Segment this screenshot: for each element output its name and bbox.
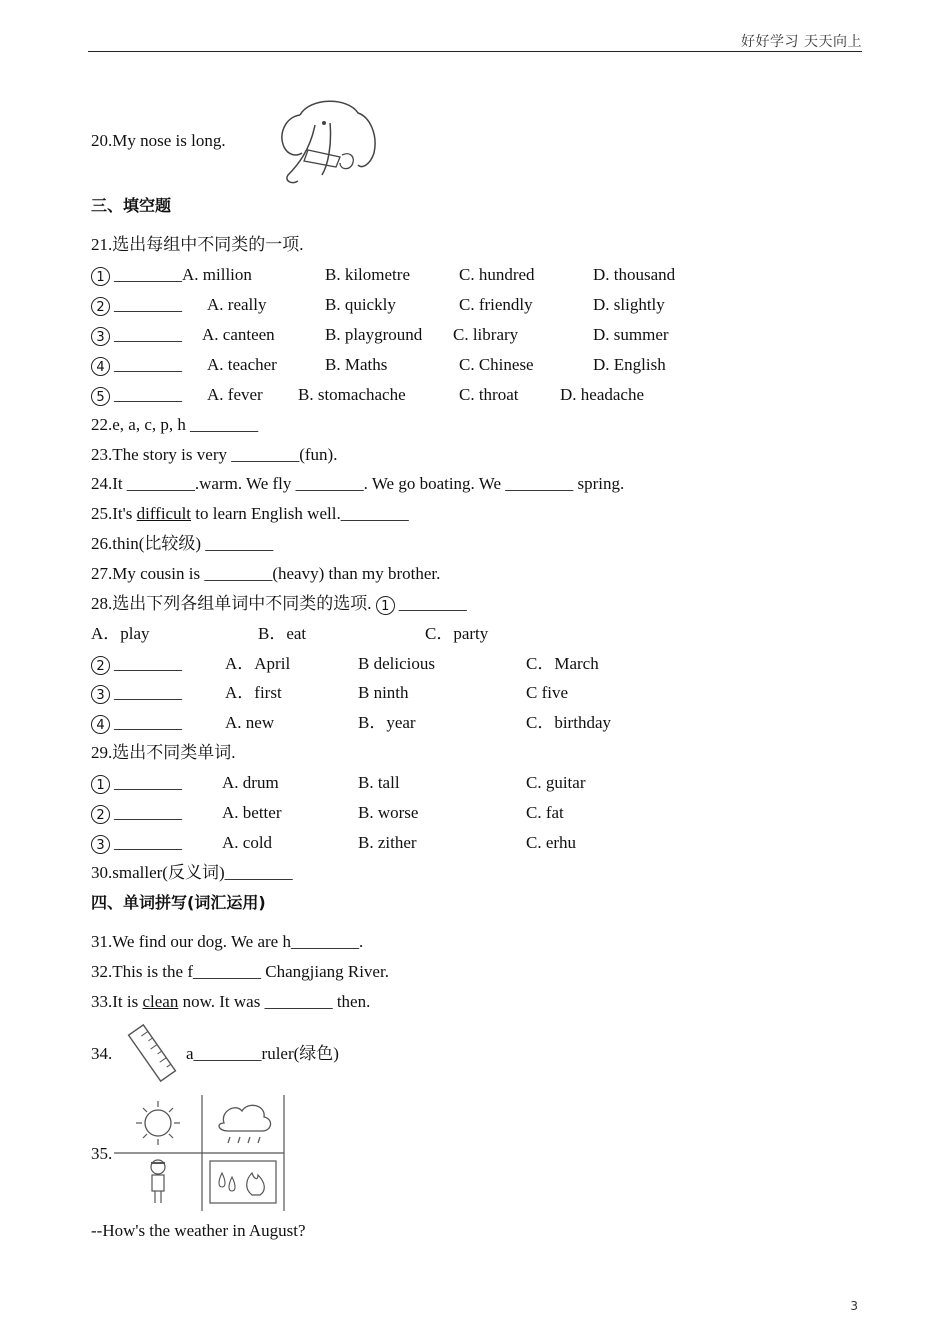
option-a: A．April bbox=[225, 654, 291, 673]
circled-number: 3 bbox=[91, 685, 110, 704]
option-b: B. quickly bbox=[325, 295, 396, 314]
circled-number: 3 bbox=[91, 835, 110, 854]
ruler-illustration bbox=[120, 1022, 184, 1084]
question-21-prompt: 21.选出每组中不同类的一项. bbox=[91, 235, 304, 254]
section-4-title: 四、单词拼写(词汇运用) bbox=[91, 893, 266, 912]
option-b: B ninth bbox=[358, 683, 409, 702]
option-b: B delicious bbox=[358, 654, 435, 673]
option-c: C. fat bbox=[526, 803, 564, 822]
q21-row-3 bbox=[91, 324, 182, 346]
option-a: A. cold bbox=[222, 833, 273, 852]
question-28-prompt bbox=[91, 593, 467, 615]
option-c: C. hundred bbox=[459, 265, 535, 284]
circled-number: 2 bbox=[91, 656, 110, 675]
answer-blank: ________ bbox=[398, 594, 467, 613]
circled-number: 1 bbox=[91, 775, 110, 794]
option-a: A. teacher bbox=[207, 355, 277, 374]
q33-underlined-word: clean bbox=[142, 992, 179, 1011]
circled-number: 2 bbox=[91, 297, 110, 316]
child-icon bbox=[151, 1160, 165, 1203]
q28-row-4 bbox=[91, 712, 182, 734]
question-33 bbox=[91, 991, 370, 1013]
option-c: C. guitar bbox=[526, 773, 586, 792]
q25-underlined-word: difficult bbox=[136, 504, 192, 523]
question-34-number: 34. bbox=[91, 1044, 113, 1063]
circled-number: 3 bbox=[91, 327, 110, 346]
answer-blank: ________ bbox=[114, 325, 182, 344]
question-35-number: 35. bbox=[91, 1144, 113, 1163]
option-c: C five bbox=[526, 683, 569, 702]
q25-text-before: 25.It's bbox=[91, 504, 137, 523]
option-d: D. summer bbox=[593, 325, 669, 344]
option-c: C. throat bbox=[459, 385, 519, 404]
option-d: D. headache bbox=[560, 385, 645, 404]
option-b: B. kilometre bbox=[325, 265, 410, 284]
option-b: B．eat bbox=[258, 624, 307, 643]
question-25 bbox=[91, 503, 409, 525]
option-a: A．play bbox=[91, 624, 150, 643]
circled-number: 4 bbox=[91, 357, 110, 376]
option-a: A. million bbox=[182, 265, 252, 284]
question-32: 32.This is the f________ Changjiang River. bbox=[91, 962, 389, 981]
answer-blank: ________ bbox=[114, 654, 182, 673]
question-23: 23.The story is very ________(fun). bbox=[91, 445, 338, 464]
question-35-text: --How's the weather in August? bbox=[91, 1221, 306, 1240]
elephant-illustration bbox=[270, 95, 380, 190]
question-27: 27.My cousin is ________(heavy) than my brother. bbox=[91, 564, 441, 583]
option-a: A. better bbox=[222, 803, 282, 822]
option-a: A. canteen bbox=[202, 325, 275, 344]
option-c: C．party bbox=[425, 624, 489, 643]
section-3-title: 三、填空题 bbox=[91, 196, 172, 215]
q21-row-2 bbox=[91, 294, 182, 316]
q33-text-before: 33.It is bbox=[91, 992, 143, 1011]
question-24: 24.It ________.warm. We fly ________. We go boating. We ________ spring. bbox=[91, 474, 625, 493]
page-number: 3 bbox=[850, 1299, 858, 1313]
answer-blank: ________ bbox=[114, 295, 182, 314]
drops-and-fire-icon bbox=[210, 1161, 276, 1203]
option-a: A. new bbox=[225, 713, 275, 732]
option-b: B. playground bbox=[325, 325, 423, 344]
answer-blank: ________ bbox=[114, 683, 182, 702]
option-b: B. tall bbox=[358, 773, 400, 792]
circled-number: 4 bbox=[91, 715, 110, 734]
header-rule bbox=[88, 51, 862, 52]
option-a: A. really bbox=[207, 295, 267, 314]
q28-prompt-text: 28.选出下列各组单词中不同类的选项. bbox=[91, 594, 372, 613]
question-30: 30.smaller(反义词)________ bbox=[91, 863, 293, 882]
option-c: C. friendly bbox=[459, 295, 533, 314]
option-c: C. library bbox=[453, 325, 519, 344]
rain-cloud-icon bbox=[219, 1105, 271, 1143]
answer-blank: ________ bbox=[114, 265, 182, 284]
question-26: 26.thin(比较级) ________ bbox=[91, 534, 274, 553]
q21-row-4 bbox=[91, 354, 182, 376]
q29-row-3 bbox=[91, 832, 182, 854]
q28-row-3 bbox=[91, 682, 182, 704]
q29-row-2 bbox=[91, 802, 182, 824]
option-c: C．birthday bbox=[526, 713, 611, 732]
circled-number: 1 bbox=[376, 596, 395, 615]
option-d: D. English bbox=[593, 355, 666, 374]
option-c: C. erhu bbox=[526, 833, 577, 852]
q33-text-after: now. It was ________ then. bbox=[178, 992, 371, 1011]
option-b: B. worse bbox=[358, 803, 419, 822]
circled-number: 5 bbox=[91, 387, 110, 406]
header-text: 好好学习 天天向上 bbox=[741, 34, 862, 50]
q29-row-1 bbox=[91, 772, 182, 794]
option-a: A. drum bbox=[222, 773, 279, 792]
weather-picture-grid bbox=[112, 1093, 286, 1213]
option-d: D. slightly bbox=[593, 295, 665, 314]
q25-text-after: to learn English well.________ bbox=[191, 504, 409, 523]
circled-number: 2 bbox=[91, 805, 110, 824]
answer-blank: ________ bbox=[114, 385, 182, 404]
q21-row-1 bbox=[91, 264, 252, 286]
circled-number: 1 bbox=[91, 267, 110, 286]
question-20: 20.My nose is long. bbox=[91, 131, 226, 150]
question-31: 31.We find our dog. We are h________. bbox=[91, 932, 364, 951]
question-22: 22.e, a, c, p, h ________ bbox=[91, 415, 259, 434]
answer-blank: ________ bbox=[114, 833, 182, 852]
answer-blank: ________ bbox=[114, 803, 182, 822]
option-b: B. stomachache bbox=[298, 385, 406, 404]
option-a: A. fever bbox=[207, 385, 263, 404]
answer-blank: ________ bbox=[114, 773, 182, 792]
option-c: C. Chinese bbox=[459, 355, 534, 374]
option-b: B. Maths bbox=[325, 355, 388, 374]
question-34: a________ruler(绿色) bbox=[186, 1044, 339, 1063]
question-29-prompt: 29.选出不同类单词. bbox=[91, 743, 236, 762]
q28-row-2 bbox=[91, 653, 182, 675]
q21-row-5 bbox=[91, 384, 182, 406]
option-b: B. zither bbox=[358, 833, 417, 852]
option-c: C．March bbox=[526, 654, 599, 673]
answer-blank: ________ bbox=[114, 355, 182, 374]
option-d: D. thousand bbox=[593, 265, 676, 284]
option-a: A．first bbox=[225, 683, 282, 702]
option-b: B．year bbox=[358, 713, 416, 732]
answer-blank: ________ bbox=[114, 713, 182, 732]
sun-icon bbox=[136, 1101, 180, 1145]
